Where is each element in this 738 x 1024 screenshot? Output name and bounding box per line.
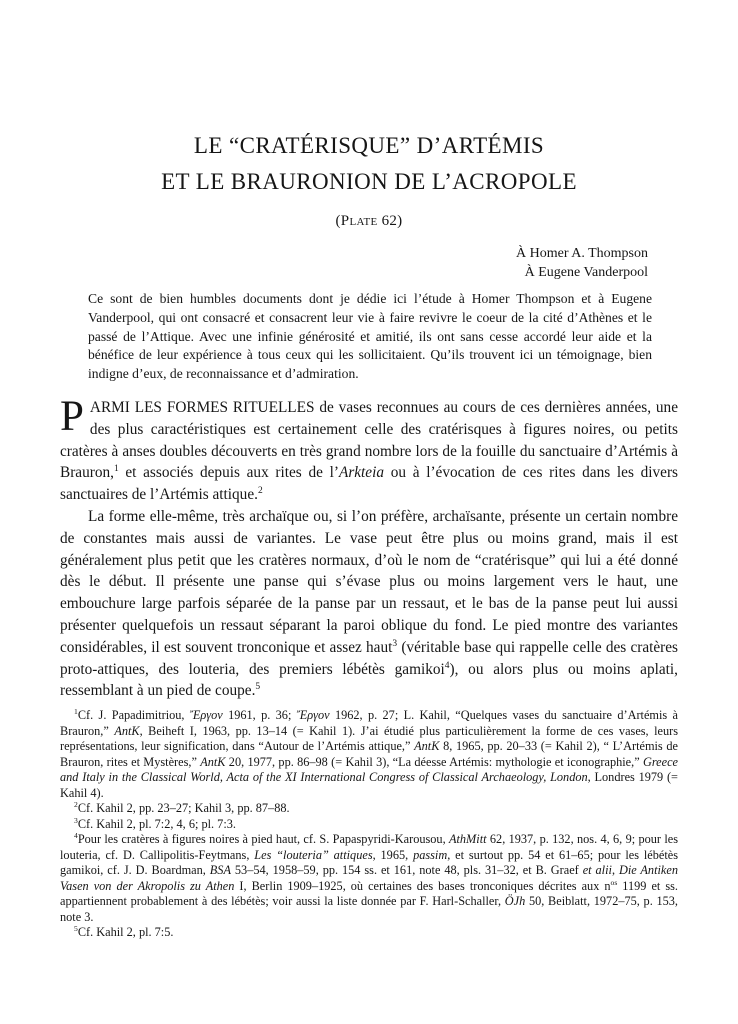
body-paragraph-2: La forme elle-même, très archaïque ou, si l’on préfère, archaïsante, présente un certain nombre de constantes mais aussi de variantes. Le vase peut être plus ou moins grand, mais il est généralement plus petit que les cratères normaux, d’où le nom de “cratérisque” qui lui a été donné dès le début. Il présente une panse qui s’évase plus ou moins largement vers le haut, une embouchure large parfois séparée de la panse par un ressaut, et le bas de la panse peut lui aussi présenter quelquefois un ressaut séparant la paroi oblique du fond. Le pied montre des variantes considérables, il est souvent tronconique et assez haut$^3$ (véritable base qui rappelle celle des cratères proto-attiques, des louteria, des premiers lébétès gamikoi$^4$), ou alors plus ou moins aplati, ressemblant à un pied de coupe.$^5$	[60, 507, 679, 700]
footnotes-section	[60, 708, 678, 941]
body-paragraph-1	[60, 392, 678, 506]
page-content	[0, 128, 738, 941]
dedication-recipients	[60, 244, 648, 282]
dedication-recipient-1: À Homer A. Thompson	[516, 246, 648, 261]
dedication-recipient-2: À Eugene Vanderpool	[524, 265, 648, 280]
drop-cap-initial: P	[60, 392, 84, 440]
footnote-5: $^5$Cf. Kahil 2, pl. 7:5.	[74, 924, 174, 940]
footnote-1: $^1$Cf. J. Papadimitriou, Ἔργον 1961, p. 36; Ἔργον 1962, p. 27; L. Kahil, “Quelques vases du sanctuaire d’Artémis à Brauron,” AntK, Beiheft I, 1963, pp. 13–14 (= Kahil 1). J’ai étudié plus particulièrement la forme de ces vases, leurs représentations, leur signification, dans “Autour de l’Artémis attique,” AntK 8, 1965, pp. 20–33 (= Kahil 2), “ L’Artémis de Brauron, rites et Mystères,” AntK 20, 1977, pp. 86–98 (= Kahil 3), “La déesse Artémis: mythologie et iconographie,” Greece and Italy in the Classical World, Acta of the XI International Congress of Classical Archaeology, London, Londres 1979 (= Kahil 4).	[60, 707, 679, 800]
article-title-line-1: LE “CRATÉRISQUE” D’ARTÉMIS	[193, 133, 545, 158]
dedication-paragraph: Ce sont de bien humbles documents dont je dédie ici l’étude à Homer Thompson et à Eugene Vanderpool, qui ont consacré et consacrent leur vie à faire revivre le coeur de la cité d’Athènes et le passé de l’Attique. Avec une infinie générosité et amitié, ils ont sans cesse accordé leur aide et la bénéfice de leur expérience à tous ceux qui les sollicitaient. Qu’ils trouvent ici un témoignage, bien indigne d’eux, de reconnaissance et d’admiration.	[88, 291, 652, 382]
footnote-2: $^2$Cf. Kahil 2, pp. 23–27; Kahil 3, pp. 87–88.	[74, 800, 290, 816]
article-title-line-2: ET LE BRAURONION DE L’ACROPOLE	[161, 169, 577, 194]
article-title	[60, 128, 678, 200]
plate-caption: (Plate 62)	[335, 213, 403, 229]
article-body	[60, 392, 679, 702]
footnote-3: $^3$Cf. Kahil 2, pl. 7:2, 4, 6; pl. 7:3.	[74, 815, 236, 831]
body-paragraph-1-text: ARMI LES FORMES RITUELLES de vases reconnues au cours de ces dernières années, une des plus caractéristiques est certainement celle des cratérisques à figures noires, ou petits cratères à anses doubles découverts en très grand nombre lors de la fouille du sanctuaire d’Artémis à Brauron,$^1$ et associés depuis aux rites de l’Arkteia ou à l’évocation de ces rites dans les divers sanctuaires de l’Artémis attique.$^2$	[60, 398, 678, 504]
footnote-4: $^4$Pour les cratères à figures noires à pied haut, cf. S. Papaspyridi-Karousou, AthMitt 62, 1937, p. 132, nos. 4, 6, 9; pour les louteria, cf. D. Callipolitis-Feytmans, Les “louteria” attiques, 1965, passim, et surtout pp. 54 et 61–65; pour les lébétès gamikoi, cf. J. D. Boardman, BSA 53–54, 1958–59, pp. 154 ss. et 161, note 48, pls. 31–32, et B. Graef et alii, Die Antiken Vasen von der Akropolis zu Athen I, Berlin 1909–1925, où certaines des bases tronconiques décrites aux $n^{os}$ 1199 et ss. appartiennent probablement à des lébétès; voir aussi la liste donnée par F. Harl-Schaller, ÖJh 50, Beiblatt, 1972–75, p. 153, note 3.	[60, 831, 679, 924]
